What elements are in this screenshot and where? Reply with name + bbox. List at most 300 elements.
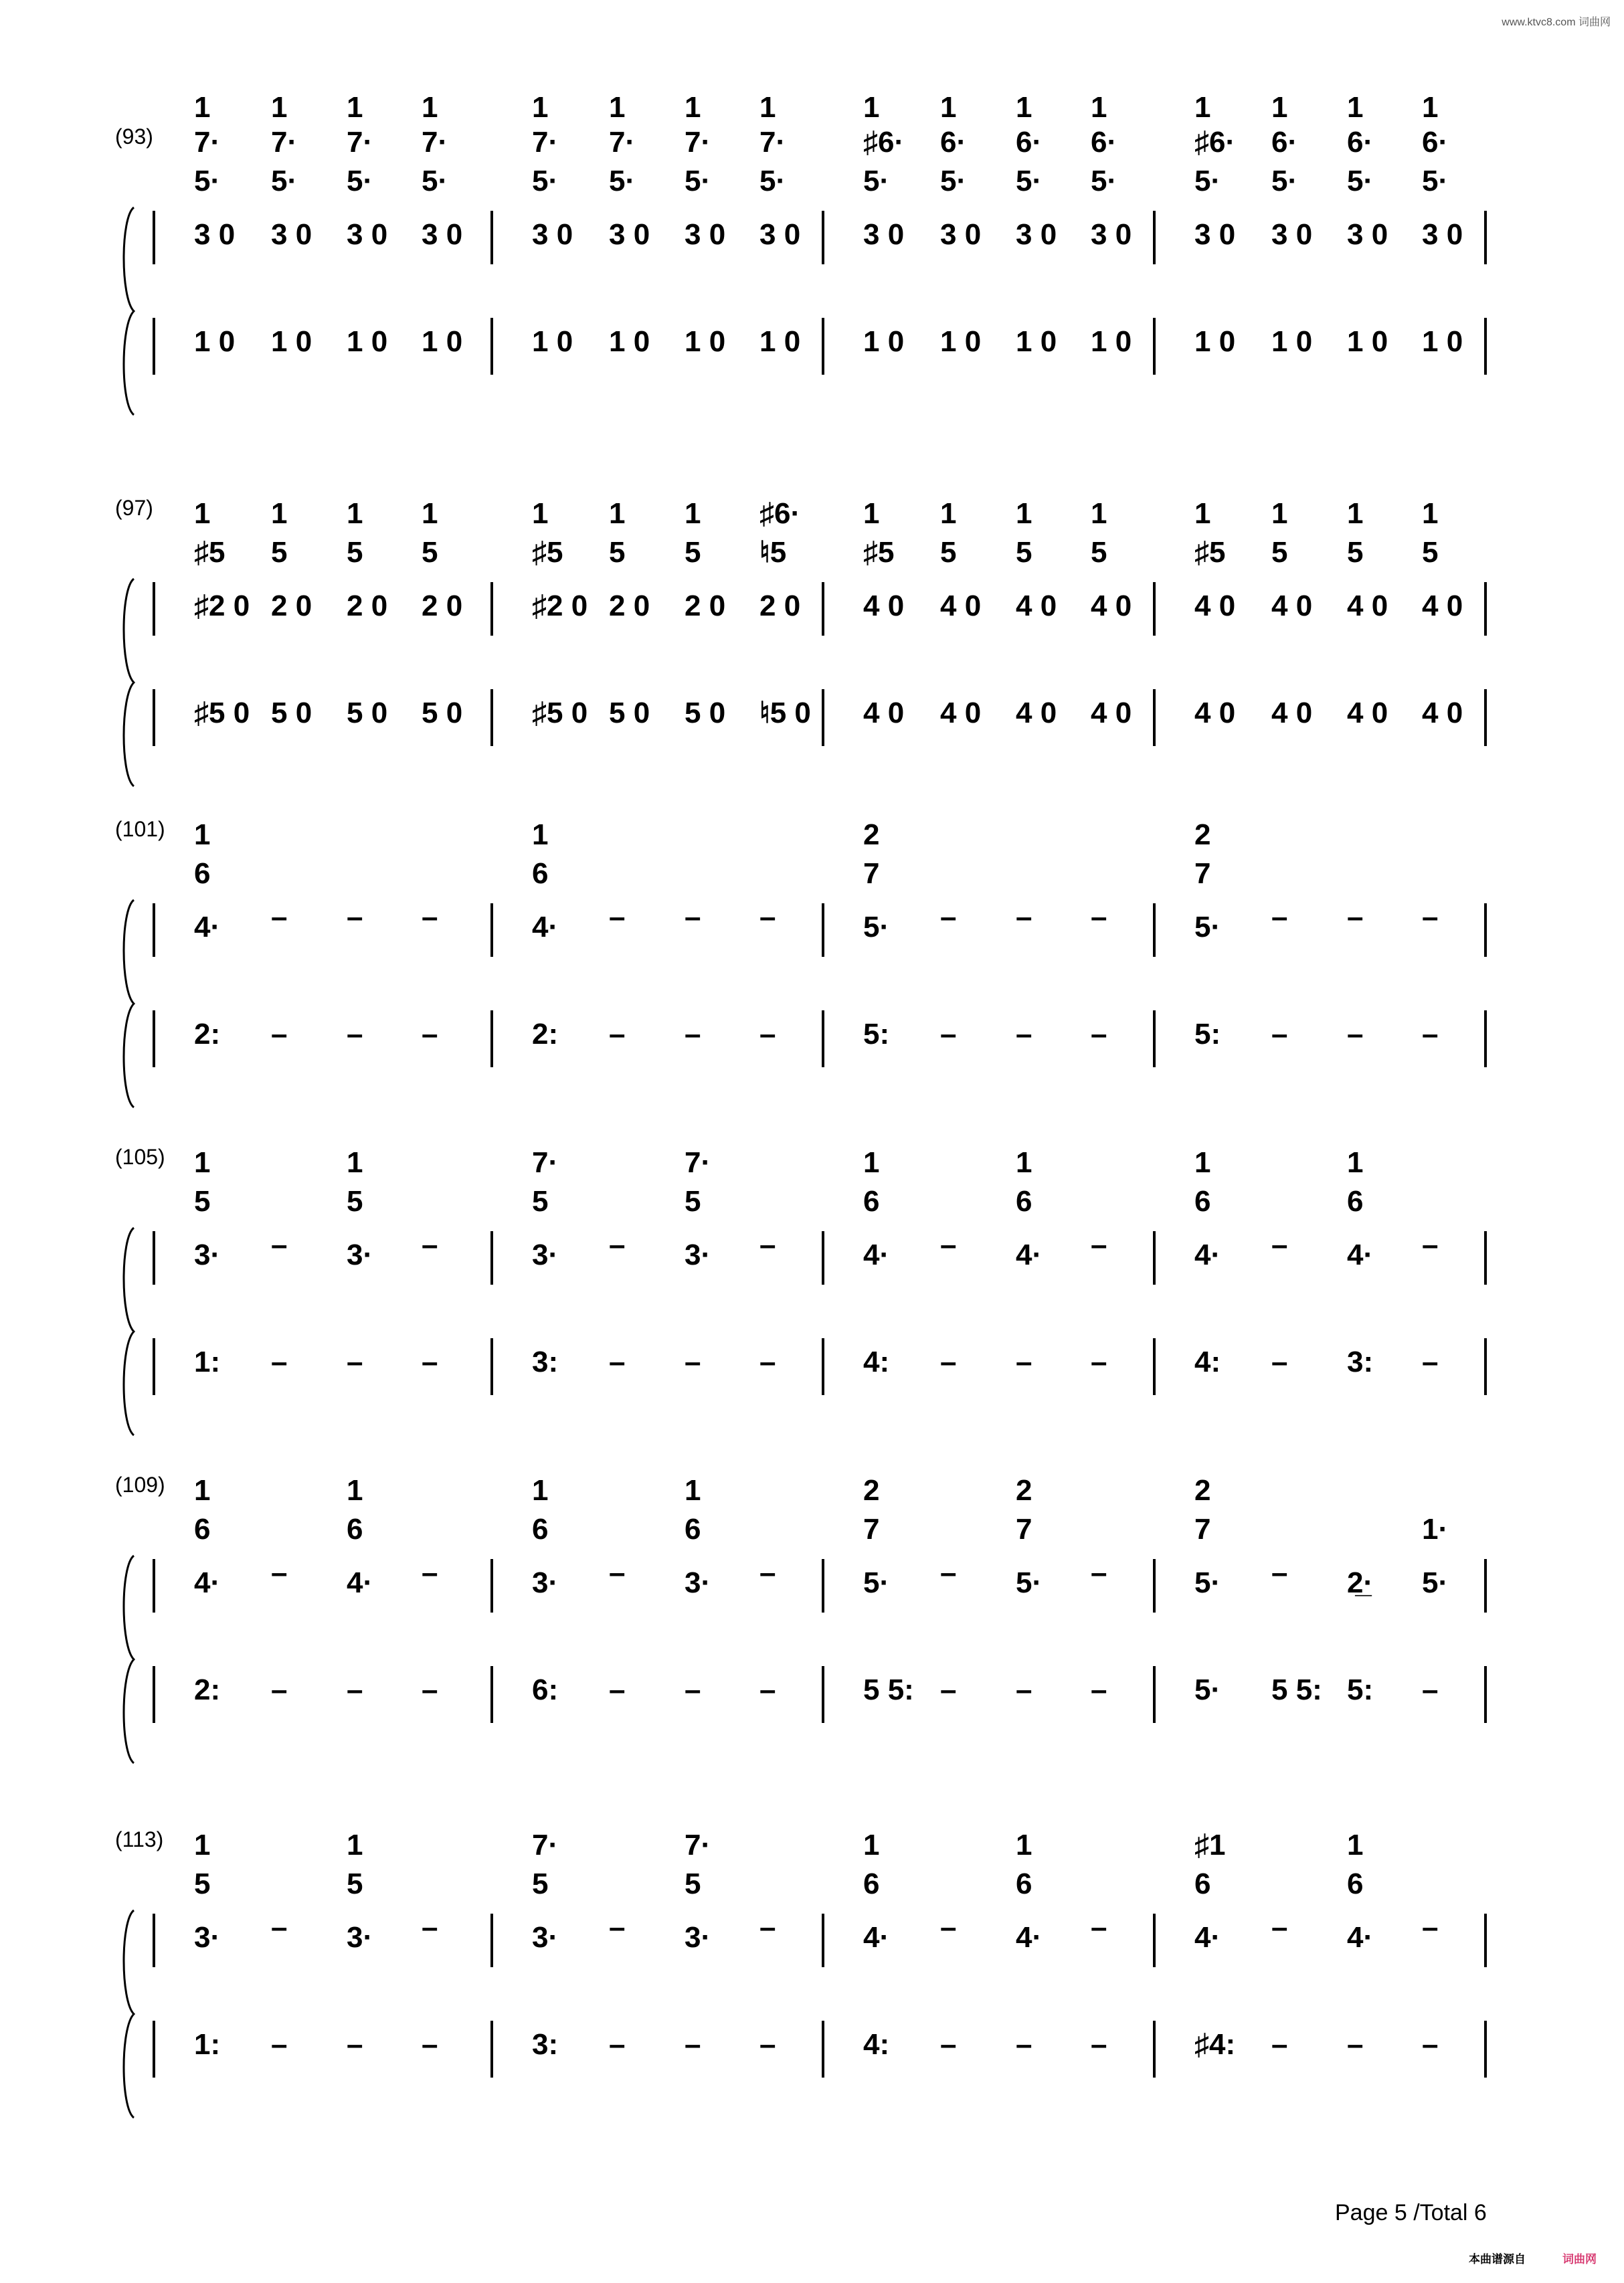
- note: 2: [863, 1474, 880, 1507]
- note: 5: [347, 1867, 363, 1900]
- note: 5·: [1016, 165, 1043, 197]
- note: 4·: [1016, 1921, 1043, 1954]
- note: 1: [1016, 497, 1032, 530]
- note: ♮5: [759, 536, 787, 569]
- sustain-dash: –: [1016, 1346, 1032, 1378]
- note: 6·: [940, 126, 967, 159]
- note: 5: [1271, 536, 1288, 569]
- note: 5·: [1194, 911, 1221, 943]
- bass-note: 4 0: [863, 697, 905, 729]
- bass-note: 5 5:: [863, 1673, 914, 1706]
- sustain-dash: –: [1271, 1228, 1288, 1261]
- note: 5: [1091, 536, 1107, 569]
- sustain-dash: –: [609, 1228, 626, 1261]
- sustain-dash: –: [422, 1228, 438, 1261]
- bass-note: 5 0: [422, 697, 463, 729]
- note: 4 0: [1016, 589, 1057, 622]
- note: 5: [1016, 536, 1032, 569]
- note: 6: [1194, 1185, 1211, 1218]
- note: 4 0: [1271, 589, 1313, 622]
- note: 4·: [863, 1239, 890, 1271]
- measure-number: (97): [115, 496, 153, 520]
- bass-note: 1:: [194, 2028, 221, 2061]
- bass-note: 1 0: [347, 325, 388, 358]
- bass-note: 1 0: [422, 325, 463, 358]
- note: 7·: [685, 126, 711, 159]
- note: 1: [532, 818, 549, 851]
- sustain-dash: –: [347, 901, 363, 933]
- bass-note: 3:: [532, 2028, 559, 2061]
- note: 3 0: [1016, 218, 1057, 251]
- note: 1: [422, 91, 438, 124]
- note: 1: [271, 91, 288, 124]
- note: 5·: [1422, 165, 1449, 197]
- note: 1: [685, 91, 701, 124]
- sustain-dash: –: [940, 1346, 957, 1378]
- sustain-dash: –: [685, 901, 701, 933]
- sustain-dash: –: [1091, 1018, 1107, 1051]
- bass-note: 5 0: [685, 697, 726, 729]
- note: 1: [1091, 497, 1107, 530]
- score-layer: [115, 91, 1485, 2118]
- site-url[interactable]: www.ktvc8.com: [1502, 17, 1576, 28]
- note: 5: [685, 536, 701, 569]
- bass-note: 1 0: [940, 325, 982, 358]
- sustain-dash: –: [1422, 1018, 1439, 1051]
- note: 1: [194, 1829, 211, 1861]
- sustain-dash: –: [940, 1673, 957, 1706]
- sustain-dash: –: [1422, 1911, 1439, 1944]
- bass-note: 4:: [1194, 1346, 1221, 1378]
- note: 5·: [194, 165, 221, 197]
- note: 4·: [1347, 1239, 1374, 1271]
- note: 1: [347, 1829, 363, 1861]
- note: 5·: [1194, 1566, 1221, 1599]
- sustain-dash: –: [609, 1018, 626, 1051]
- bass-note: 1 0: [271, 325, 312, 358]
- note: 6·: [1271, 126, 1298, 159]
- note: 1: [1091, 91, 1107, 124]
- note: 5: [1347, 536, 1364, 569]
- sustain-dash: –: [422, 901, 438, 933]
- note: 5·: [863, 165, 890, 197]
- note: 7·: [532, 1829, 559, 1861]
- sustain-dash: –: [1271, 2028, 1288, 2061]
- note: 3 0: [609, 218, 650, 251]
- note: 6: [1194, 1867, 1211, 1900]
- note: 6·: [1091, 126, 1117, 159]
- bass-note: 5:: [1194, 1018, 1221, 1051]
- note: 5·: [940, 165, 967, 197]
- sustain-dash: –: [1016, 2028, 1032, 2061]
- note: 5·: [759, 165, 786, 197]
- bass-note: ♯5 0: [194, 697, 250, 729]
- note: 1: [1016, 91, 1032, 124]
- bass-note: 2:: [532, 1018, 559, 1051]
- note: 1: [1347, 497, 1364, 530]
- note: 7·: [685, 1829, 711, 1861]
- note: 7·: [609, 126, 636, 159]
- sustain-dash: –: [271, 1228, 288, 1261]
- note: 1: [863, 1146, 880, 1179]
- note: 1: [940, 91, 957, 124]
- note: 1: [1347, 1146, 1364, 1179]
- note: 4·: [1194, 1921, 1221, 1954]
- site-header[interactable]: [1502, 13, 1611, 29]
- note: 3 0: [1347, 218, 1388, 251]
- note: 1: [194, 818, 211, 851]
- sustain-dash: –: [759, 1346, 776, 1378]
- bass-note: 4:: [863, 1346, 890, 1378]
- note: ♯5: [1194, 536, 1226, 569]
- measure-number: (113): [115, 1827, 164, 1851]
- note: 1: [609, 497, 626, 530]
- sustain-dash: –: [1271, 901, 1288, 933]
- sustain-dash: –: [271, 1018, 288, 1051]
- note: 1: [271, 497, 288, 530]
- note: 6: [1016, 1867, 1032, 1900]
- sustain-dash: –: [422, 2028, 438, 2061]
- note: 5·: [422, 165, 448, 197]
- bass-note: ♮5 0: [759, 697, 811, 729]
- note: 5·: [347, 165, 373, 197]
- note: 7: [1016, 1513, 1032, 1546]
- sustain-dash: –: [347, 1346, 363, 1378]
- note: 4 0: [1347, 589, 1388, 622]
- bass-note: 4 0: [1347, 697, 1388, 729]
- measure-number: (93): [115, 124, 153, 149]
- note: 5: [194, 1867, 211, 1900]
- note: 1: [194, 91, 211, 124]
- note: 3·: [532, 1566, 559, 1599]
- bass-note: 4 0: [1194, 697, 1236, 729]
- note: 5: [271, 536, 288, 569]
- note: 5: [685, 1867, 701, 1900]
- note: 7·: [271, 126, 298, 159]
- note: 4·: [1347, 1921, 1374, 1954]
- note: 4 0: [1194, 589, 1236, 622]
- sustain-dash: –: [685, 1673, 701, 1706]
- note: 6: [347, 1513, 363, 1546]
- note: 6·: [1347, 126, 1374, 159]
- sustain-dash: –: [1347, 901, 1364, 933]
- bass-note: 1 0: [1271, 325, 1313, 358]
- bass-note: 1 0: [759, 325, 801, 358]
- sustain-dash: –: [1091, 1556, 1107, 1589]
- note: 1: [194, 497, 211, 530]
- note: 1: [863, 91, 880, 124]
- note: 4·: [1194, 1239, 1221, 1271]
- note: 1: [532, 1474, 549, 1507]
- note: 3·: [194, 1921, 221, 1954]
- note: 6: [863, 1867, 880, 1900]
- note: 1: [1422, 497, 1439, 530]
- note: ♯6·: [759, 497, 801, 530]
- sustain-dash: –: [1422, 1346, 1439, 1378]
- sustain-dash: –: [422, 1346, 438, 1378]
- note: 2: [1194, 818, 1211, 851]
- sustain-dash: –: [940, 1228, 957, 1261]
- sustain-dash: –: [685, 1346, 701, 1378]
- note: 5: [940, 536, 957, 569]
- sustain-dash: –: [759, 1911, 776, 1944]
- note: 3·: [685, 1921, 711, 1954]
- note: 1: [1016, 1146, 1032, 1179]
- sustain-dash: –: [609, 2028, 626, 2061]
- note: 7·: [422, 126, 448, 159]
- note: 1: [347, 1474, 363, 1507]
- sustain-dash: –: [1016, 1673, 1032, 1706]
- note: 3·: [532, 1921, 559, 1954]
- sustain-dash: –: [422, 1018, 438, 1051]
- note: 1: [1194, 91, 1211, 124]
- bass-note: ♯5 0: [532, 697, 588, 729]
- note: 5·: [1347, 165, 1374, 197]
- note: 5·: [1194, 165, 1221, 197]
- note: 1: [347, 497, 363, 530]
- brace: [124, 207, 134, 415]
- bass-note: 6:: [532, 1673, 559, 1706]
- sustain-dash: –: [759, 1556, 776, 1589]
- note: ♯6·: [1194, 126, 1236, 159]
- measure-number: (105): [115, 1145, 165, 1169]
- sustain-dash: –: [685, 1018, 701, 1051]
- note: 1: [532, 497, 549, 530]
- brace: [124, 1910, 134, 2118]
- note: 3 0: [1091, 218, 1132, 251]
- bass-note: 4 0: [1271, 697, 1313, 729]
- note: 1: [1347, 1829, 1364, 1861]
- sustain-dash: –: [759, 1673, 776, 1706]
- note: 2 0: [271, 589, 312, 622]
- note: 2 0: [759, 589, 801, 622]
- note: 4 0: [1422, 589, 1463, 622]
- sustain-dash: –: [940, 2028, 957, 2061]
- note: 3 0: [1194, 218, 1236, 251]
- note: 1: [863, 1829, 880, 1861]
- note: 3·: [347, 1921, 373, 1954]
- note: 1: [1347, 91, 1364, 124]
- note: ♯5: [194, 536, 225, 569]
- note: 5: [685, 1185, 701, 1218]
- sustain-dash: –: [1271, 1018, 1288, 1051]
- note: 1: [1194, 497, 1211, 530]
- sustain-dash: –: [1016, 901, 1032, 933]
- note: 5: [532, 1867, 549, 1900]
- sustain-dash: –: [1347, 2028, 1364, 2061]
- bass-note: 1 0: [1422, 325, 1463, 358]
- note: 5·: [271, 165, 298, 197]
- note: 6: [1347, 1185, 1364, 1218]
- note: 5·: [685, 165, 711, 197]
- note: 1: [347, 91, 363, 124]
- note: 6: [532, 857, 549, 890]
- note: 6: [194, 1513, 211, 1546]
- note: 3 0: [940, 218, 982, 251]
- note: 6·: [1016, 126, 1043, 159]
- sustain-dash: –: [1271, 1911, 1288, 1944]
- note: 1: [347, 1146, 363, 1179]
- bass-note: 5:: [1347, 1673, 1374, 1706]
- note: 4·: [194, 911, 221, 943]
- site-name[interactable]: 词曲网: [1578, 17, 1611, 28]
- note: 6: [1016, 1185, 1032, 1218]
- sustain-dash: –: [940, 1018, 957, 1051]
- note: 1: [422, 497, 438, 530]
- sustain-dash: –: [940, 1556, 957, 1589]
- note: 5: [532, 1185, 549, 1218]
- note: 2: [863, 818, 880, 851]
- sustain-dash: –: [1422, 901, 1439, 933]
- note: 2 0: [422, 589, 463, 622]
- note: 2: [1194, 1474, 1211, 1507]
- bass-note: 5 5:: [1271, 1673, 1322, 1706]
- sustain-dash: –: [271, 1346, 288, 1378]
- sustain-dash: –: [271, 2028, 288, 2061]
- note: 2 0: [685, 589, 726, 622]
- bass-note: 1 0: [194, 325, 236, 358]
- note: 1: [194, 1474, 211, 1507]
- note: 6: [194, 857, 211, 890]
- note: 1: [940, 497, 957, 530]
- bass-note: 5 0: [271, 697, 312, 729]
- note: 3 0: [1271, 218, 1313, 251]
- note: 4 0: [863, 589, 905, 622]
- note: 5·: [1091, 165, 1117, 197]
- note: 2 0: [347, 589, 388, 622]
- note: 4·: [347, 1566, 373, 1599]
- sustain-dash: –: [271, 1911, 288, 1944]
- note: ♯5: [532, 536, 563, 569]
- measure-number: (101): [115, 817, 165, 841]
- sustain-dash: –: [1091, 1911, 1107, 1944]
- note: 1: [1271, 497, 1288, 530]
- note: 4·: [1016, 1239, 1043, 1271]
- note: 1: [532, 91, 549, 124]
- sustain-dash: –: [609, 1911, 626, 1944]
- note: ♯1: [1194, 1829, 1226, 1861]
- brace: [124, 1556, 134, 1763]
- note: 2̲·: [1347, 1566, 1374, 1599]
- note: 5: [422, 536, 438, 569]
- note: ♯2 0: [532, 589, 588, 622]
- note: 1: [759, 91, 776, 124]
- note: 3 0: [422, 218, 463, 251]
- note: 7·: [347, 126, 373, 159]
- bass-note: 4 0: [1091, 697, 1132, 729]
- bass-note: 1 0: [1016, 325, 1057, 358]
- sustain-dash: –: [1091, 1346, 1107, 1378]
- note: 4·: [194, 1566, 221, 1599]
- sustain-dash: –: [422, 1911, 438, 1944]
- note: 7·: [685, 1146, 711, 1179]
- note: 7: [863, 857, 880, 890]
- note: 3 0: [194, 218, 236, 251]
- note: 4·: [863, 1921, 890, 1954]
- note: 3·: [194, 1239, 221, 1271]
- note: 5: [347, 536, 363, 569]
- note: 1: [1271, 91, 1288, 124]
- bass-note: 5·: [1194, 1673, 1221, 1706]
- note: 3 0: [1422, 218, 1463, 251]
- bass-note: 1 0: [1194, 325, 1236, 358]
- sustain-dash: –: [609, 1346, 626, 1378]
- note: 5·: [863, 1566, 890, 1599]
- note: 1: [1016, 1829, 1032, 1861]
- note: 6: [863, 1185, 880, 1218]
- note: 7: [863, 1513, 880, 1546]
- sustain-dash: –: [609, 1673, 626, 1706]
- note: 5·: [532, 165, 559, 197]
- note: 4 0: [1091, 589, 1132, 622]
- note: 4 0: [940, 589, 982, 622]
- note: 4·: [532, 911, 559, 943]
- note: 7: [1194, 857, 1211, 890]
- sustain-dash: –: [1422, 2028, 1439, 2061]
- bass-note: 1 0: [532, 325, 573, 358]
- note: 2 0: [609, 589, 650, 622]
- note: 1: [1194, 1146, 1211, 1179]
- note: ♯5: [863, 536, 895, 569]
- bass-note: 3:: [1347, 1346, 1374, 1378]
- note: 6: [1347, 1867, 1364, 1900]
- note: 1: [685, 1474, 701, 1507]
- note: ♯2 0: [194, 589, 250, 622]
- bass-note: 4 0: [1016, 697, 1057, 729]
- sustain-dash: –: [1271, 1556, 1288, 1589]
- measure-number: (109): [115, 1473, 165, 1497]
- note: 1·: [1422, 1513, 1449, 1546]
- sustain-dash: –: [1422, 1673, 1439, 1706]
- source-label: 本曲谱源自: [1469, 2253, 1526, 2266]
- sustain-dash: –: [759, 901, 776, 933]
- note: 1: [609, 91, 626, 124]
- note: 3·: [685, 1566, 711, 1599]
- sustain-dash: –: [1347, 1018, 1364, 1051]
- note: 1: [1422, 91, 1439, 124]
- source-logo[interactable]: 词曲网: [1562, 2253, 1597, 2266]
- sustain-dash: –: [1091, 2028, 1107, 2061]
- note: 5: [194, 1185, 211, 1218]
- sustain-dash: –: [1091, 901, 1107, 933]
- bass-note: 5:: [863, 1018, 890, 1051]
- note: 5·: [863, 911, 890, 943]
- sustain-dash: –: [1091, 1228, 1107, 1261]
- note: 5: [1422, 536, 1439, 569]
- bass-note: 2:: [194, 1673, 221, 1706]
- page-number: Page 5 /Total 6: [1335, 2200, 1487, 2225]
- sustain-dash: –: [609, 901, 626, 933]
- note: 6·: [1422, 126, 1449, 159]
- sustain-dash: –: [271, 1673, 288, 1706]
- bass-note: 1 0: [609, 325, 650, 358]
- sustain-dash: –: [940, 901, 957, 933]
- bass-note: 1 0: [1347, 325, 1388, 358]
- note: 5·: [1422, 1566, 1449, 1599]
- bass-note: 1 0: [685, 325, 726, 358]
- note: 1: [194, 1146, 211, 1179]
- sustain-dash: –: [1271, 1346, 1288, 1378]
- brace: [124, 1228, 134, 1435]
- note: 5: [347, 1185, 363, 1218]
- sustain-dash: –: [759, 1228, 776, 1261]
- bass-note: 1 0: [863, 325, 905, 358]
- note: 7·: [194, 126, 221, 159]
- sustain-dash: –: [271, 901, 288, 933]
- note: 7·: [532, 126, 559, 159]
- note: ♯6·: [863, 126, 905, 159]
- note: 5·: [1271, 165, 1298, 197]
